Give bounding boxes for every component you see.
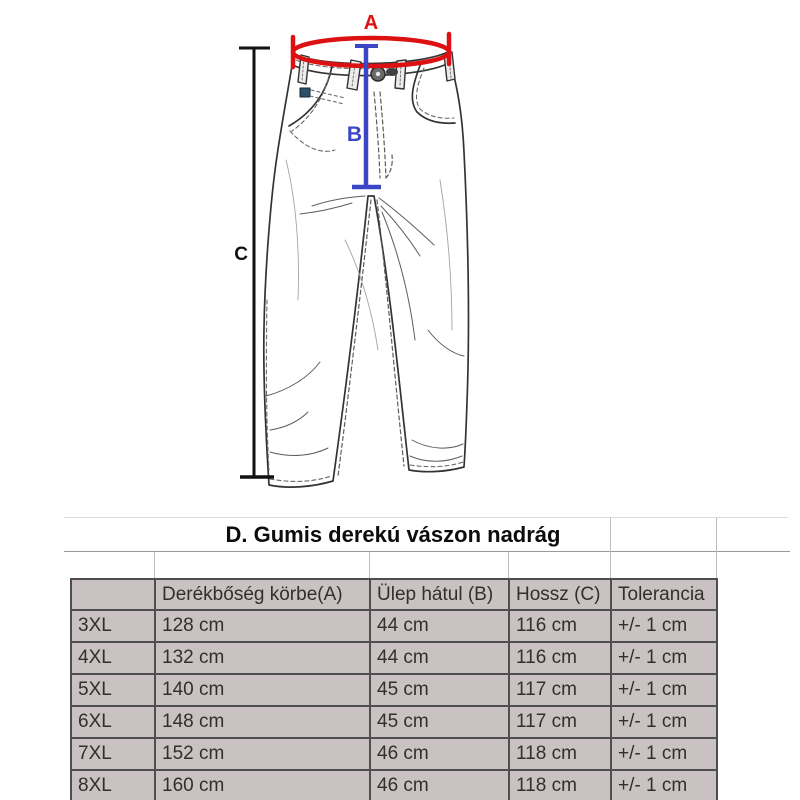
col-header-tolerance: Tolerancia [611, 579, 717, 610]
col-header-size [71, 579, 155, 610]
cell-seat: 45 cm [370, 674, 509, 706]
col-header-length: Hossz (C) [509, 579, 611, 610]
label-a: A [363, 12, 379, 34]
gridline [64, 551, 790, 552]
cell-waist: 152 cm [155, 738, 370, 770]
table-row-4xl [71, 642, 717, 674]
header-row [71, 579, 717, 610]
cell-length: 118 cm [509, 738, 611, 770]
gridline [716, 518, 717, 578]
waist-measure-ellipse [293, 34, 449, 67]
cell-length: 117 cm [509, 706, 611, 738]
cell-tolerance: +/- 1 cm [611, 738, 717, 770]
table-row-8xl [71, 770, 717, 800]
cell-length: 116 cm [509, 642, 611, 674]
size-table [70, 578, 718, 800]
coin-pocket-tag [300, 88, 310, 97]
cell-size: 8XL [71, 770, 155, 800]
size-chart-title: D. Gumis derekú vászon nadrág [225, 521, 561, 547]
cell-waist: 140 cm [155, 674, 370, 706]
cell-tolerance: +/- 1 cm [611, 674, 717, 706]
cell-size: 4XL [71, 642, 155, 674]
table-row-6xl [71, 706, 717, 738]
gridline [508, 552, 509, 578]
cell-tolerance: +/- 1 cm [611, 642, 717, 674]
cell-seat: 44 cm [370, 642, 509, 674]
cell-tolerance: +/- 1 cm [611, 770, 717, 800]
cell-size: 3XL [71, 610, 155, 642]
table-row-3xl [71, 610, 717, 642]
label-c: C [234, 244, 248, 265]
cell-size: 5XL [71, 674, 155, 706]
cell-seat: 45 cm [370, 706, 509, 738]
cell-waist: 128 cm [155, 610, 370, 642]
cell-size: 6XL [71, 706, 155, 738]
table-row-5xl [71, 674, 717, 706]
col-header-seat: Ülep hátul (B) [370, 579, 509, 610]
cell-length: 116 cm [509, 610, 611, 642]
gridline [369, 552, 370, 578]
cell-seat: 46 cm [370, 770, 509, 800]
cell-waist: 160 cm [155, 770, 370, 800]
cell-waist: 148 cm [155, 706, 370, 738]
cell-tolerance: +/- 1 cm [611, 610, 717, 642]
table-row-7xl [71, 738, 717, 770]
cell-seat: 46 cm [370, 738, 509, 770]
cell-length: 117 cm [509, 674, 611, 706]
gridline [154, 552, 155, 578]
cell-tolerance: +/- 1 cm [611, 706, 717, 738]
label-b: B [346, 123, 362, 146]
cell-waist: 132 cm [155, 642, 370, 674]
col-header-waist: Derékbőség körbe(A) [155, 579, 370, 610]
cell-length: 118 cm [509, 770, 611, 800]
cell-size: 7XL [71, 738, 155, 770]
cell-seat: 44 cm [370, 610, 509, 642]
